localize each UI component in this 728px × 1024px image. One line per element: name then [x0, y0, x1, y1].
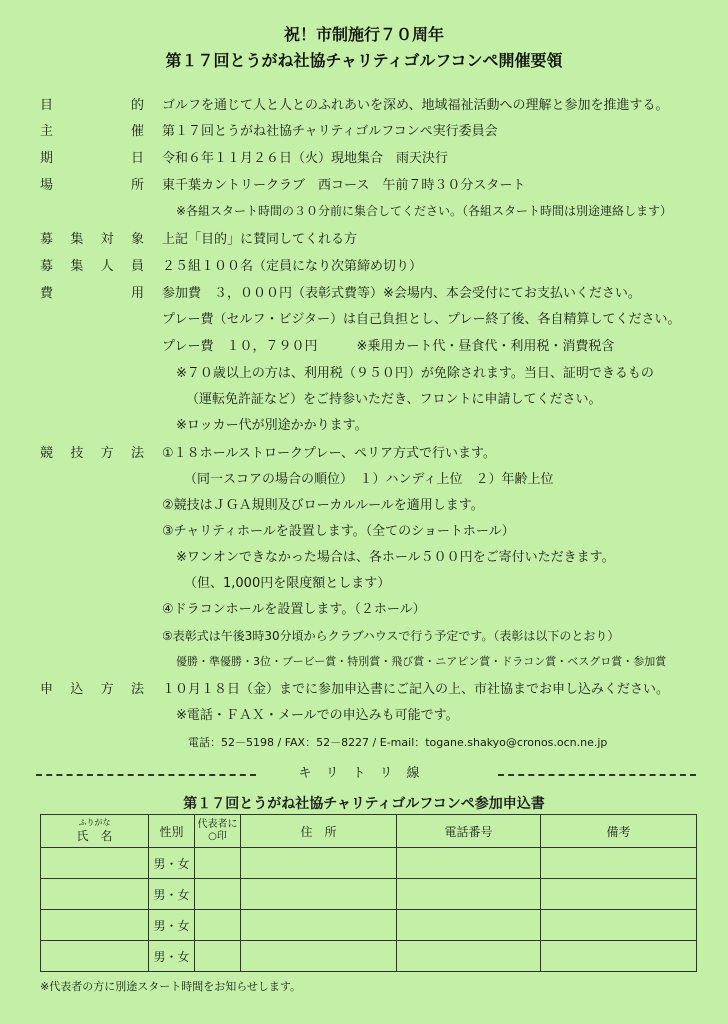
- gender-field[interactable]: 男・女: [149, 879, 195, 910]
- fee-line: プレー費（セルフ・ビジター）は自己負担とし、プレー終了後、各自精算してください。: [162, 312, 681, 327]
- item-venue: [0, 176, 728, 200]
- table-row: [41, 879, 697, 910]
- cut-dash-right: [498, 774, 696, 776]
- representative-field[interactable]: [195, 910, 241, 941]
- footer-note: ※代表者の方に別途スタート時間をお知らせします。: [40, 980, 302, 993]
- phone-field[interactable]: [397, 941, 541, 972]
- competition-line: ※ワンオンできなかった場合は、各ホール５００円をご寄付いただきます。: [176, 550, 615, 565]
- name-field[interactable]: [41, 848, 149, 879]
- phone-field[interactable]: [397, 848, 541, 879]
- competition-line: （但、1,000円を限度額とします）: [184, 576, 391, 591]
- item-fee: [0, 284, 728, 308]
- application-form-table: [40, 814, 697, 972]
- address-field[interactable]: [241, 910, 397, 941]
- contact-info: 電話：52－5198 / FAX：52－8227 / E-mail：togane.shakyo@cronos.ocn.ne.jp: [188, 736, 608, 749]
- item-label: 期 日: [40, 151, 144, 166]
- competition-line: （同一スコアの場合の順位） １）ハンディ上位 ２）年齢上位: [184, 472, 554, 487]
- item-label: 募 集 人 員: [40, 259, 144, 274]
- fee-line: ※ロッカー代が別途かかります。: [176, 418, 368, 433]
- fee-line: ※７０歳以上の方は、利用税（９５０円）が免除されます。当日、証明できるもの: [176, 366, 654, 381]
- form-header-row: [41, 815, 697, 848]
- address-field[interactable]: [241, 941, 397, 972]
- fee-line: （運転免許証など）をご持参いただき、フロントに申請してください。: [186, 392, 602, 407]
- gender-field[interactable]: 男・女: [149, 910, 195, 941]
- item-value: 上記「目的」に賛同してくれる方: [162, 232, 358, 247]
- awards-list: 優勝・準優勝・3位・ブービー賞・特別賞・飛び賞・ニアピン賞・ドラコン賞・ベスグロ賞・参加賞: [176, 655, 667, 668]
- address-field[interactable]: [241, 848, 397, 879]
- item-label: 募 集 対 象: [40, 232, 144, 247]
- header-name: [41, 815, 149, 848]
- form-title: 第１７回とうがね社協チャリティゴルフコンペ参加申込書: [183, 796, 545, 812]
- item-competition: [0, 444, 728, 468]
- remarks-field[interactable]: [541, 910, 697, 941]
- title-line1: 祝！市制施行７０周年: [283, 25, 444, 44]
- item-value: １０月１８日（金）までに参加申込書にご記入の上、市社協までお申し込みください。: [162, 682, 670, 697]
- item-capacity: [0, 257, 728, 281]
- header-representative: 代表者に○印: [195, 815, 241, 848]
- application-note: ※電話・ＦＡＸ・メールでの申込みも可能です。: [176, 708, 459, 723]
- competition-line: ④ドラコンホールを設置します。（２ホール）: [162, 602, 426, 617]
- item-label: 場 所: [40, 178, 144, 193]
- venue-note: ※各組スタート時間の３０分前に集合してください。（各組スタート時間は別途連絡します）: [176, 204, 673, 218]
- competition-line: ②競技はＪＧＡ規則及びローカルルールを適用します。: [162, 498, 484, 513]
- phone-field[interactable]: [397, 910, 541, 941]
- table-row: [41, 941, 697, 972]
- fee-line: プレー費 １０，７９０円 ※乗用カート代・昼食代・利用税・消費税含: [162, 339, 615, 354]
- cut-line: [36, 764, 696, 784]
- item-value: 参加費 ３，０００円（表彰式費等）※会場内、本会受付にてお支払いください。: [162, 286, 641, 301]
- name-field[interactable]: [41, 941, 149, 972]
- header-address: 住 所: [241, 815, 397, 848]
- representative-field[interactable]: [195, 879, 241, 910]
- address-field[interactable]: [241, 879, 397, 910]
- item-value: 東千葉カントリークラブ 西コース 午前７時３０分スタート: [162, 178, 526, 193]
- item-label: 主 催: [40, 124, 144, 139]
- item-label: 申 込 方 法: [40, 682, 144, 697]
- item-label: 目 的: [40, 98, 144, 113]
- header-name-label: 氏 名: [76, 828, 113, 843]
- title-line2: 第１７回とうがね社協チャリティゴルフコンペ開催要領: [165, 51, 563, 70]
- item-date: [0, 149, 728, 173]
- competition-line: ③チャリティホールを設置します。（全てのショートホール）: [162, 524, 515, 539]
- name-field[interactable]: [41, 879, 149, 910]
- header-gender: 性別: [149, 815, 195, 848]
- header-phone: 電話番号: [397, 815, 541, 848]
- item-value: 令和６年１１月２６日（火）現地集合 雨天決行: [162, 151, 449, 166]
- name-field[interactable]: [41, 910, 149, 941]
- phone-field[interactable]: [397, 879, 541, 910]
- header-name-furigana: ふりがな: [78, 817, 111, 827]
- gender-field[interactable]: 男・女: [149, 848, 195, 879]
- item-application: [0, 680, 728, 704]
- table-row: [41, 910, 697, 941]
- representative-field[interactable]: [195, 941, 241, 972]
- item-value: ２５組１００名（定員になり次第締め切り）: [162, 259, 423, 274]
- remarks-field[interactable]: [541, 848, 697, 879]
- item-organizer: [0, 122, 728, 146]
- item-value: 第１７回とうがね社協チャリティゴルフコンペ実行委員会: [162, 124, 498, 139]
- item-label: 費 用: [40, 286, 144, 301]
- header-remarks: 備考: [541, 815, 697, 848]
- representative-field[interactable]: [195, 848, 241, 879]
- cut-line-label: キリトリ線: [298, 766, 434, 781]
- gender-field[interactable]: 男・女: [149, 941, 195, 972]
- remarks-field[interactable]: [541, 879, 697, 910]
- competition-line: ⑤表彰式は午後3時30分頃からクラブハウスで行う予定です。（表彰は以下のとおり）: [162, 629, 620, 643]
- remarks-field[interactable]: [541, 941, 697, 972]
- table-row: [41, 848, 697, 879]
- item-purpose: [0, 96, 728, 120]
- item-value: ①１８ホールストロークプレー、ペリア方式で行います。: [162, 446, 496, 461]
- item-target: [0, 230, 728, 254]
- item-value: ゴルフを通じて人と人とのふれあいを深め、地域福祉活動への理解と参加を推進する。: [162, 98, 669, 113]
- item-label: 競 技 方 法: [40, 446, 144, 461]
